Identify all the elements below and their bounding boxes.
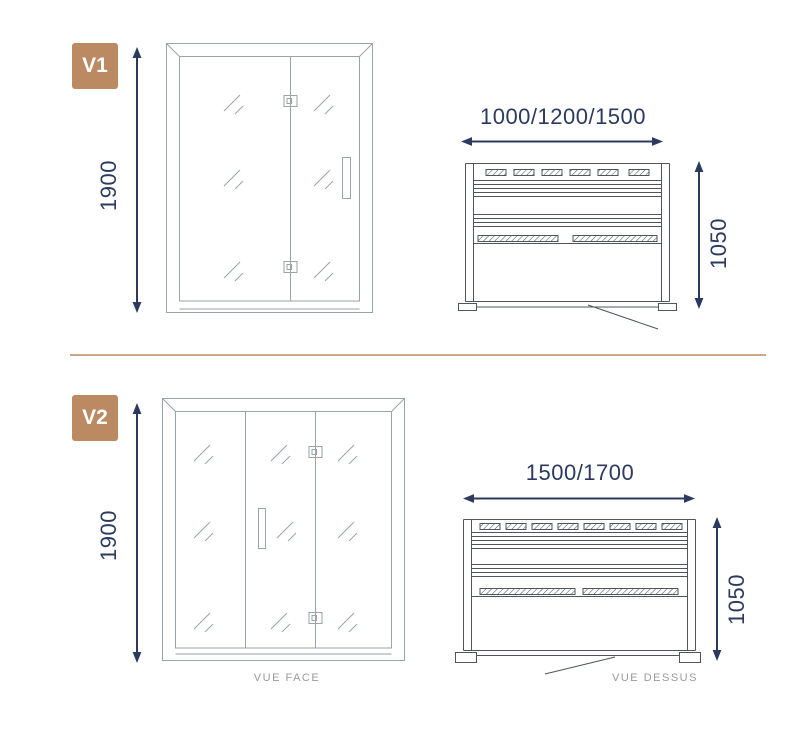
v2-foot-right [680, 653, 701, 663]
v2-front-view-drawing [162, 398, 405, 661]
v1-vent-row [474, 170, 662, 181]
v1-height-arrow [130, 44, 144, 316]
variant-badge-v1: V1 [72, 43, 118, 89]
front-view-caption: VUE FACE [253, 672, 321, 684]
v2-vent-row [472, 524, 688, 533]
v2-depth-label: 1050 [724, 574, 749, 625]
top-view-caption: VUE DESSUS [612, 672, 698, 684]
v1-door-swing-line [588, 305, 658, 329]
v1-bench-slats [474, 185, 662, 227]
v1-backrest-strips [474, 236, 662, 244]
v2-frame [163, 399, 405, 661]
v1-door-handle [343, 158, 351, 199]
v2-width-label: 1500/1700 [525, 460, 635, 485]
v2-bench-slats [472, 537, 688, 577]
v2-backrest-strips [472, 589, 688, 597]
v1-frame [167, 44, 373, 313]
v1-depth-label: 1050 [706, 218, 731, 269]
v1-height-label: 1900 [96, 160, 121, 211]
v1-width-label: 1000/1200/1500 [479, 104, 647, 129]
v2-depth-arrow [710, 514, 724, 664]
v1-base-rail [459, 302, 677, 311]
v2-width-arrow [459, 491, 699, 506]
v2-height-label: 1900 [96, 510, 121, 561]
v1-depth-arrow [692, 157, 706, 311]
variant-badge-v2: V2 [72, 395, 118, 441]
section-divider [70, 354, 766, 356]
v1-foot-left [459, 304, 477, 311]
v1-glass-marks [224, 95, 333, 281]
v1-foot-right [659, 304, 677, 311]
v2-top-walls [464, 520, 696, 651]
v2-foot-left [456, 653, 477, 663]
v1-width-arrow [459, 134, 665, 149]
v2-door-handle [259, 509, 266, 549]
v1-top-view-drawing [455, 156, 680, 334]
v2-top-view-drawing [453, 514, 705, 680]
v2-base-rail [456, 651, 701, 663]
v1-front-view-drawing [166, 43, 373, 313]
v2-height-arrow [130, 399, 144, 667]
v2-glass-marks [194, 445, 357, 632]
